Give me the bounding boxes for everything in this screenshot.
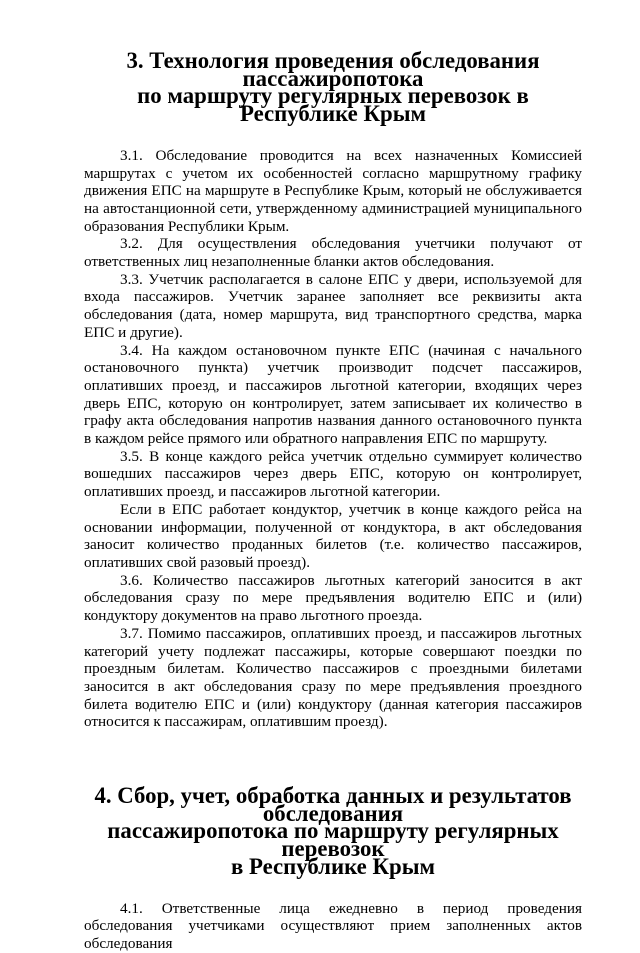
section-4-heading-line: в Республике Крым (230, 853, 436, 879)
paragraph-3-7: 3.7. Помимо пассажиров, оплативших проезд, и пассажиров льготных категорий учету подлежат пассажиры, которые совершают поездки по проездным билетам. Количество пассажиров с проездными билетами заносится в акт обследования сразу по мере предъявления проездного билета водителю ЕПС и (или) кондуктору (данная категория пассажиров относится к пассажирам, оплатившим проезд). (84, 624, 582, 731)
paragraph-3-1: 3.1. Обследование проводится на всех назначенных Комиссией маршрутах с учетом их особенностей согласно маршрутному графику движения ЕПС на маршруте в Республике Крым, который не обслуживается на автостанционной сети, утвержденному администрацией муниципального образования Республики Крым. (84, 146, 582, 235)
section-4-heading-line: 4. Сбор, учет, обработка данных и результатов обследования (94, 783, 572, 826)
section-3-heading (84, 48, 582, 127)
paragraph-3-3: 3.3. Учетчик располагается в салоне ЕПС у двери, используемой для входа пассажиров. Учетчик заранее заполняет все реквизиты акта обследования (дата, номер маршрута, вид транспортного средства, марка ЕПС и другие). (84, 270, 582, 341)
section-4-heading-line: пассажиропотока по маршруту регулярных перевозок (107, 818, 559, 862)
paragraph-4-1: 4.1. Ответственные лица ежедневно в период проведения обследования учетчиками осуществляют прием заполненных актов обследования (84, 899, 582, 952)
paragraph-3-2: 3.2. Для осуществления обследования учетчики получают от ответственных лиц незаполненные бланки актов обследования. (84, 235, 582, 271)
paragraph-3-6: 3.6. Количество пассажиров льготных категорий заносится в акт обследования сразу по мере предъявления водителю ЕПС и (или) кондуктору документов на право льготного проезда. (84, 571, 582, 625)
section-3-heading-line: по маршруту регулярных перевозок в Республике Крым (137, 83, 529, 127)
section-4-body (84, 900, 582, 953)
paragraph-3-4: 3.4. На каждом остановочном пункте ЕПС (начиная с начального остановочного пункта) учетчик производит подсчет пассажиров, оплативших проезд, и пассажиров льготной категории, входящих через дверь ЕПС, которую он контролирует, затем записывает их количество в графу акта обследования напротив названия данного остановочного пункта в каждом рейсе прямого или обратного направления ЕПС по маршруту. (84, 341, 582, 448)
paragraph-3-5-conductor: Если в ЕПС работает кондуктор, учетчик в конце каждого рейса на основании информации, полученной от кондуктора, в акт обследования заносит количество проданных билетов (т.е. количество пассажиров, оплативших свой разовый проезд). (84, 500, 582, 571)
section-3-body (84, 147, 582, 731)
section-4-heading (84, 783, 582, 879)
paragraph-3-5: 3.5. В конце каждого рейса учетчик отдельно суммирует количество вошедших пассажиров через дверь ЕПС, которую он контролирует, оплативших проезд, и пассажиров льготной категории. (84, 447, 582, 501)
section-3-heading-line: 3. Технология проведения обследования пассажиропотока (126, 48, 540, 91)
